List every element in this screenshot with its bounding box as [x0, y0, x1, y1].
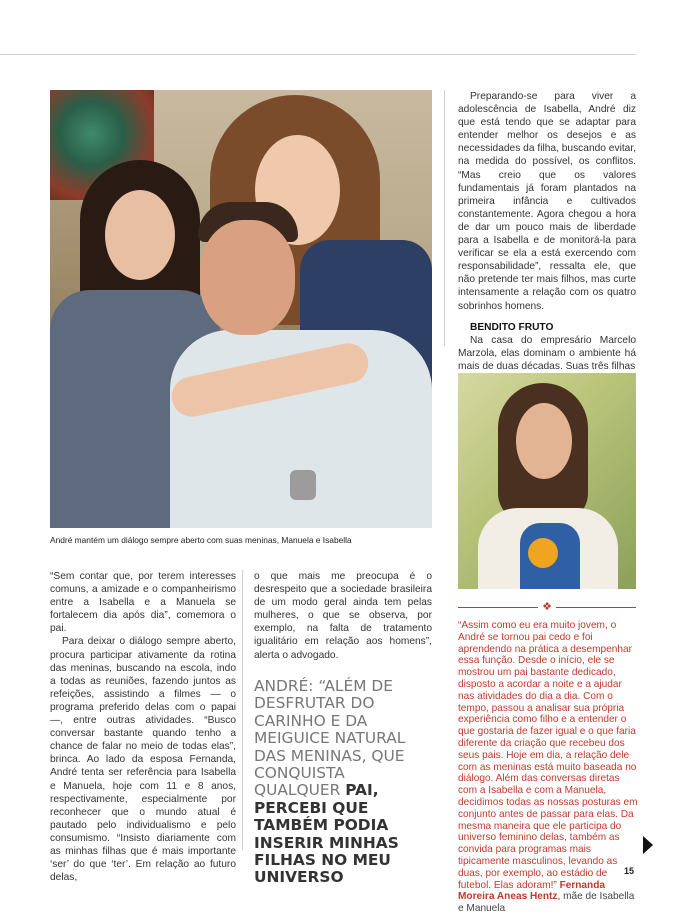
testimonial-quote — [458, 620, 638, 915]
pull-quote-light: ANDRÉ: “ALÉM DE DESFRUTAR DO CARINHO E DA MEIGUICE NATURAL DAS MENINAS, QUE CONQUISTA QUALQUER — [254, 677, 406, 800]
girl-left-face — [105, 190, 175, 280]
wristwatch — [290, 470, 316, 500]
blouse-flower-print — [528, 538, 558, 568]
woman-face — [516, 403, 572, 479]
quote-author-role: , mãe de Isabella e Manuela — [458, 891, 635, 915]
pull-quote-bold: PAI, PERCEBI QUE TAMBÉM PODIA INSERIR MINHAS FILHAS NO MEU UNIVERSO — [254, 781, 399, 887]
family-photo — [50, 90, 432, 528]
man-face — [200, 220, 295, 335]
article-column-2 — [254, 570, 432, 662]
ornament-icon: ❖ — [542, 601, 552, 613]
paragraph: o que mais me preocupa é o desrespeito que a sociedade brasileira de um modo geral ainda tem pelas mulheres, o que se observa, por exemplo, na falta de tratamento igualitário em relação aos homens”, alerta o advogado. — [254, 571, 432, 661]
article-column-3 — [458, 90, 636, 373]
paragraph: Preparando-se para viver a adolescência de Isabella, André diz que está tendo que se adaptar para entender melhor os desejos e as necessidades da filha, buscando evitar, na medida do possível, os conflitos. “Mas creio que os valores fundamentais já foram plantados na primeira infância e cultivados constantemente. Agora chegou a hora de dar um pouco mais de liberdade para a Isabella e de monitorá-la para verificar se ela a está exercendo com responsabilidade”, ressalta ele, que não pretende ter mais filhos, mas curte intensamente a relação com os quatro sobrinhos homens. — [458, 91, 636, 312]
paragraph: “Sem contar que, por terem interesses comuns, a amizade e o companheirismo entre a Isabella e a Manuela se fortalecem dia após dia”, comemora o pai. — [50, 571, 236, 635]
divider-line — [458, 607, 538, 608]
page-number: 15 — [624, 866, 635, 876]
paragraph: Na casa do empresário Marcelo Marzola, elas dominam o ambiente há mais de duas décadas. Suas três filhas — [458, 334, 636, 372]
pull-quote — [254, 678, 434, 887]
column-rule — [444, 90, 445, 346]
quote-author: Fernanda Moreira Aneas Hentz — [458, 879, 605, 903]
continue-arrow-icon — [643, 836, 653, 854]
article-column-1 — [50, 570, 236, 884]
divider-line — [556, 607, 636, 608]
top-rule — [0, 54, 636, 55]
portrait-photo — [458, 373, 636, 589]
ornamental-divider — [458, 603, 636, 613]
quote-text: “Assim como eu era muito jovem, o André se tornou pai cedo e foi aprendendo na prática a desempenhar essa função. Desde o início, ele se mostrou um pai bastante dedicado, disposto a acordar a noite e a ajudar nas atividades do dia a dia. Com o tempo, passou a analisar sua própria experiência como filho e a entender o que gostaria de fazer igual e o que faria diferente da criação que recebeu dos seus pais. Hoje em dia, a relação dele com as meninas está muito baseada no diálogo. Além das conversas diretas com a Isabella e com a Manuela, decidimos todas as nossas posturas em conjunto antes de passar para elas. Da mesma maneira que ele participa do universo feminino delas, também as convida para programas mais tipicamente masculinos, levando as duas, por exemplo, ao estádio de futebol. Elas adoram!” — [458, 620, 638, 891]
photo-caption: André mantém um diálogo sempre aberto com suas meninas, Manuela e Isabella — [50, 535, 352, 545]
section-subhead: BENDITO FRUTO — [470, 321, 554, 333]
column-rule — [242, 570, 243, 850]
paragraph: Para deixar o diálogo sempre aberto, procura participar ativamente da rotina das meninas, buscando na escola, indo a todas as reuniões, fazendo juntos as refeições, assistindo a filmes — o programa preferido delas com o papai —, entre outras atividades. “Busco conversar bastante quando tenho a chance de falar no meio de todas elas”, brinca. Ao lado da esposa Fernanda, André tenta ser referência para Isabella e Manuela, hoje com 11 e 8 anos, respectivamente, especialmente por reconhecer que o mundo atual é pautado pelo individualismo e pelo consumismo. “Insisto diariamente com as minhas filhas que é mais importante ‘ser’ do que ‘ter’. Em relação ao futuro delas, — [50, 636, 236, 884]
